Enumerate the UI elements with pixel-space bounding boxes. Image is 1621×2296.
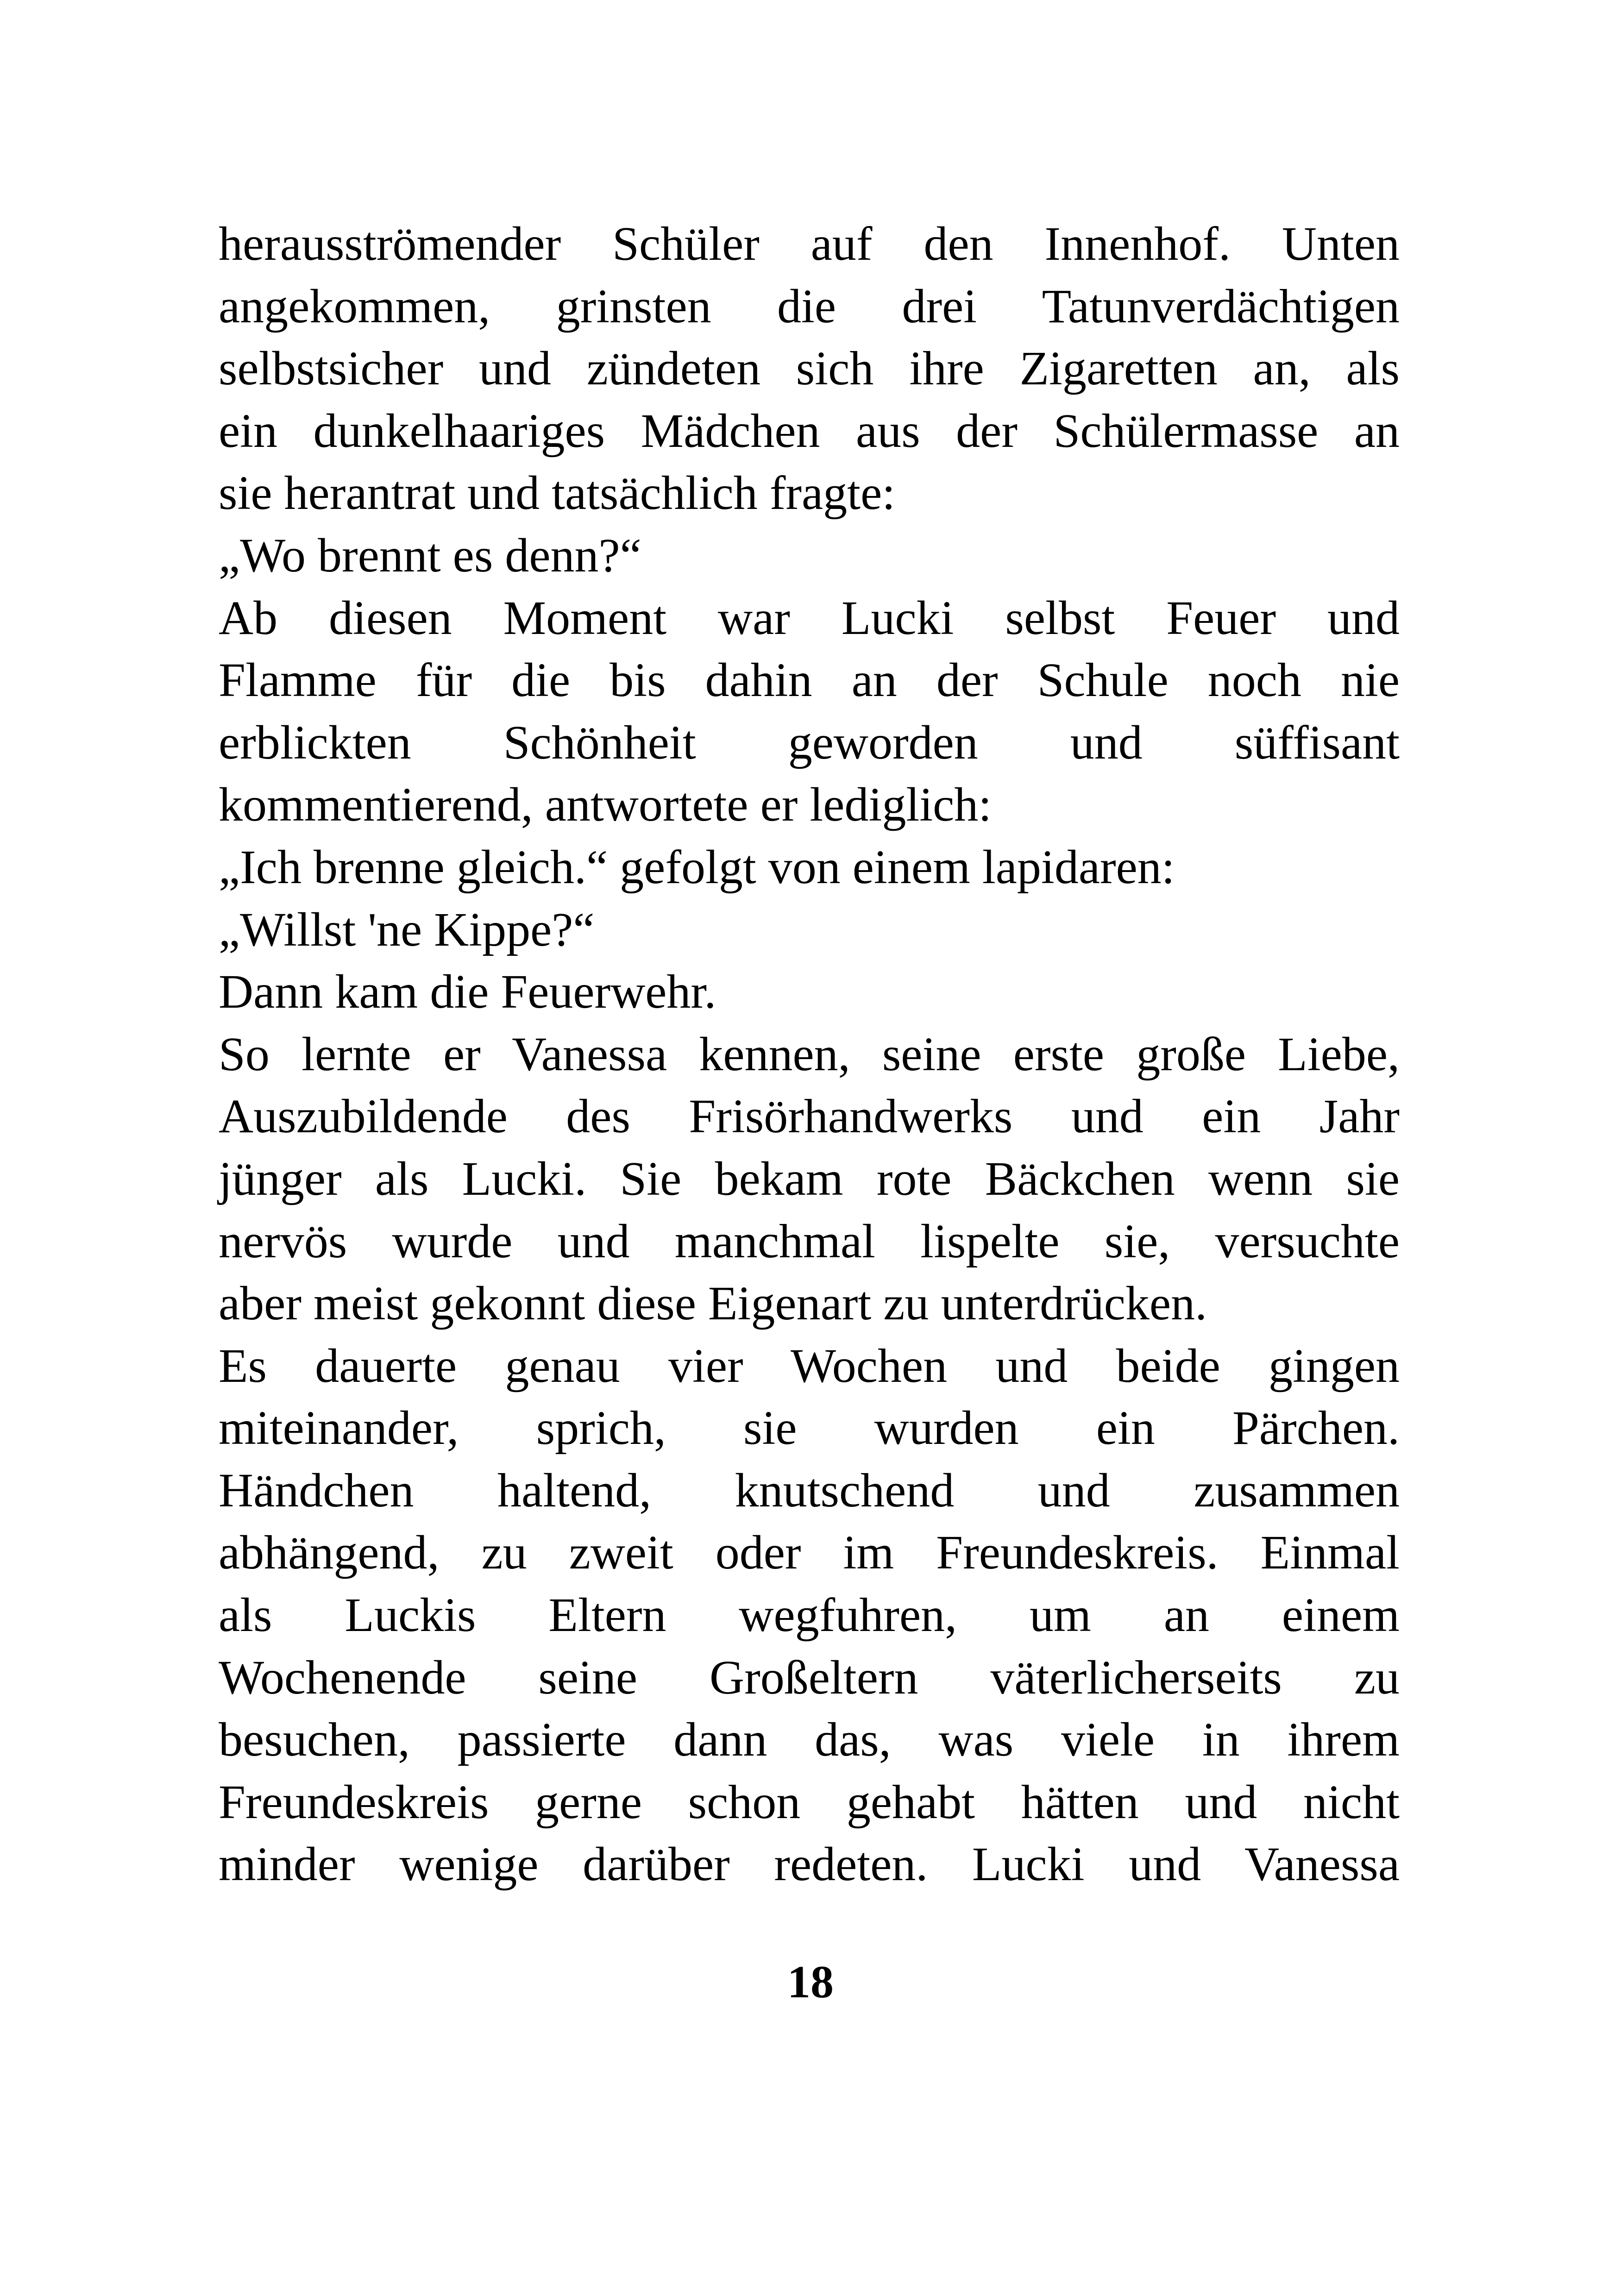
text-line: Flamme für die bis dahin an der Schule noch nie	[219, 653, 1400, 707]
text-line: herausströmender Schüler auf den Innenhof. Unten	[219, 217, 1400, 270]
text-line: minder wenige darüber redeten. Lucki und Vanessa	[219, 1838, 1400, 1891]
text-line: als Luckis Eltern wegfuhren, um an einem	[219, 1588, 1400, 1642]
text-line: nervös wurde und manchmal lispelte sie, versuchte	[219, 1214, 1400, 1268]
text-line: miteinander, sprich, sie wurden ein Pärchen.	[219, 1401, 1400, 1455]
text-line: Dann kam die Feuerwehr.	[219, 965, 716, 1019]
text-line: ein dunkelhaariges Mädchen aus der Schülermasse an	[219, 404, 1400, 458]
text-line: Es dauerte genau vier Wochen und beide gingen	[219, 1339, 1400, 1393]
text-line: Ab diesen Moment war Lucki selbst Feuer und	[219, 591, 1400, 645]
body-text	[219, 213, 1400, 1896]
text-line: „Wo brennt es denn?“	[219, 528, 641, 582]
text-line: So lernte er Vanessa kennen, seine erste große Liebe,	[219, 1027, 1400, 1081]
text-line: angekommen, grinsten die drei Tatunverdächtigen	[219, 279, 1400, 333]
text-line: Auszubildende des Frisörhandwerks und ein Jahr	[219, 1090, 1400, 1143]
text-line: „Ich brenne gleich.“ gefolgt von einem lapidaren:	[219, 840, 1175, 894]
text-line: Händchen haltend, knutschend und zusammen	[219, 1463, 1400, 1517]
text-line: selbstsicher und zündeten sich ihre Zigaretten an, als	[219, 342, 1400, 395]
text-line: Freundeskreis gerne schon gehabt hätten und nicht	[219, 1775, 1400, 1829]
text-line: sie herantrat und tatsächlich fragte:	[219, 466, 896, 520]
text-line: Wochenende seine Großeltern väterlicherseits zu	[219, 1650, 1400, 1704]
text-line: jünger als Lucki. Sie bekam rote Bäckchen wenn sie	[219, 1152, 1400, 1205]
text-line: erblickten Schönheit geworden und süffisant	[219, 715, 1400, 769]
text-line: abhängend, zu zweit oder im Freundeskreis. Einmal	[219, 1526, 1400, 1580]
text-line: aber meist gekonnt diese Eigenart zu unterdrücken.	[219, 1277, 1207, 1330]
text-line: besuchen, passierte dann das, was viele in ihrem	[219, 1713, 1400, 1767]
text-line: „Willst 'ne Kippe?“	[219, 903, 595, 956]
page-number: 18	[787, 1956, 834, 2007]
text-line: kommentierend, antwortete er lediglich:	[219, 778, 992, 832]
